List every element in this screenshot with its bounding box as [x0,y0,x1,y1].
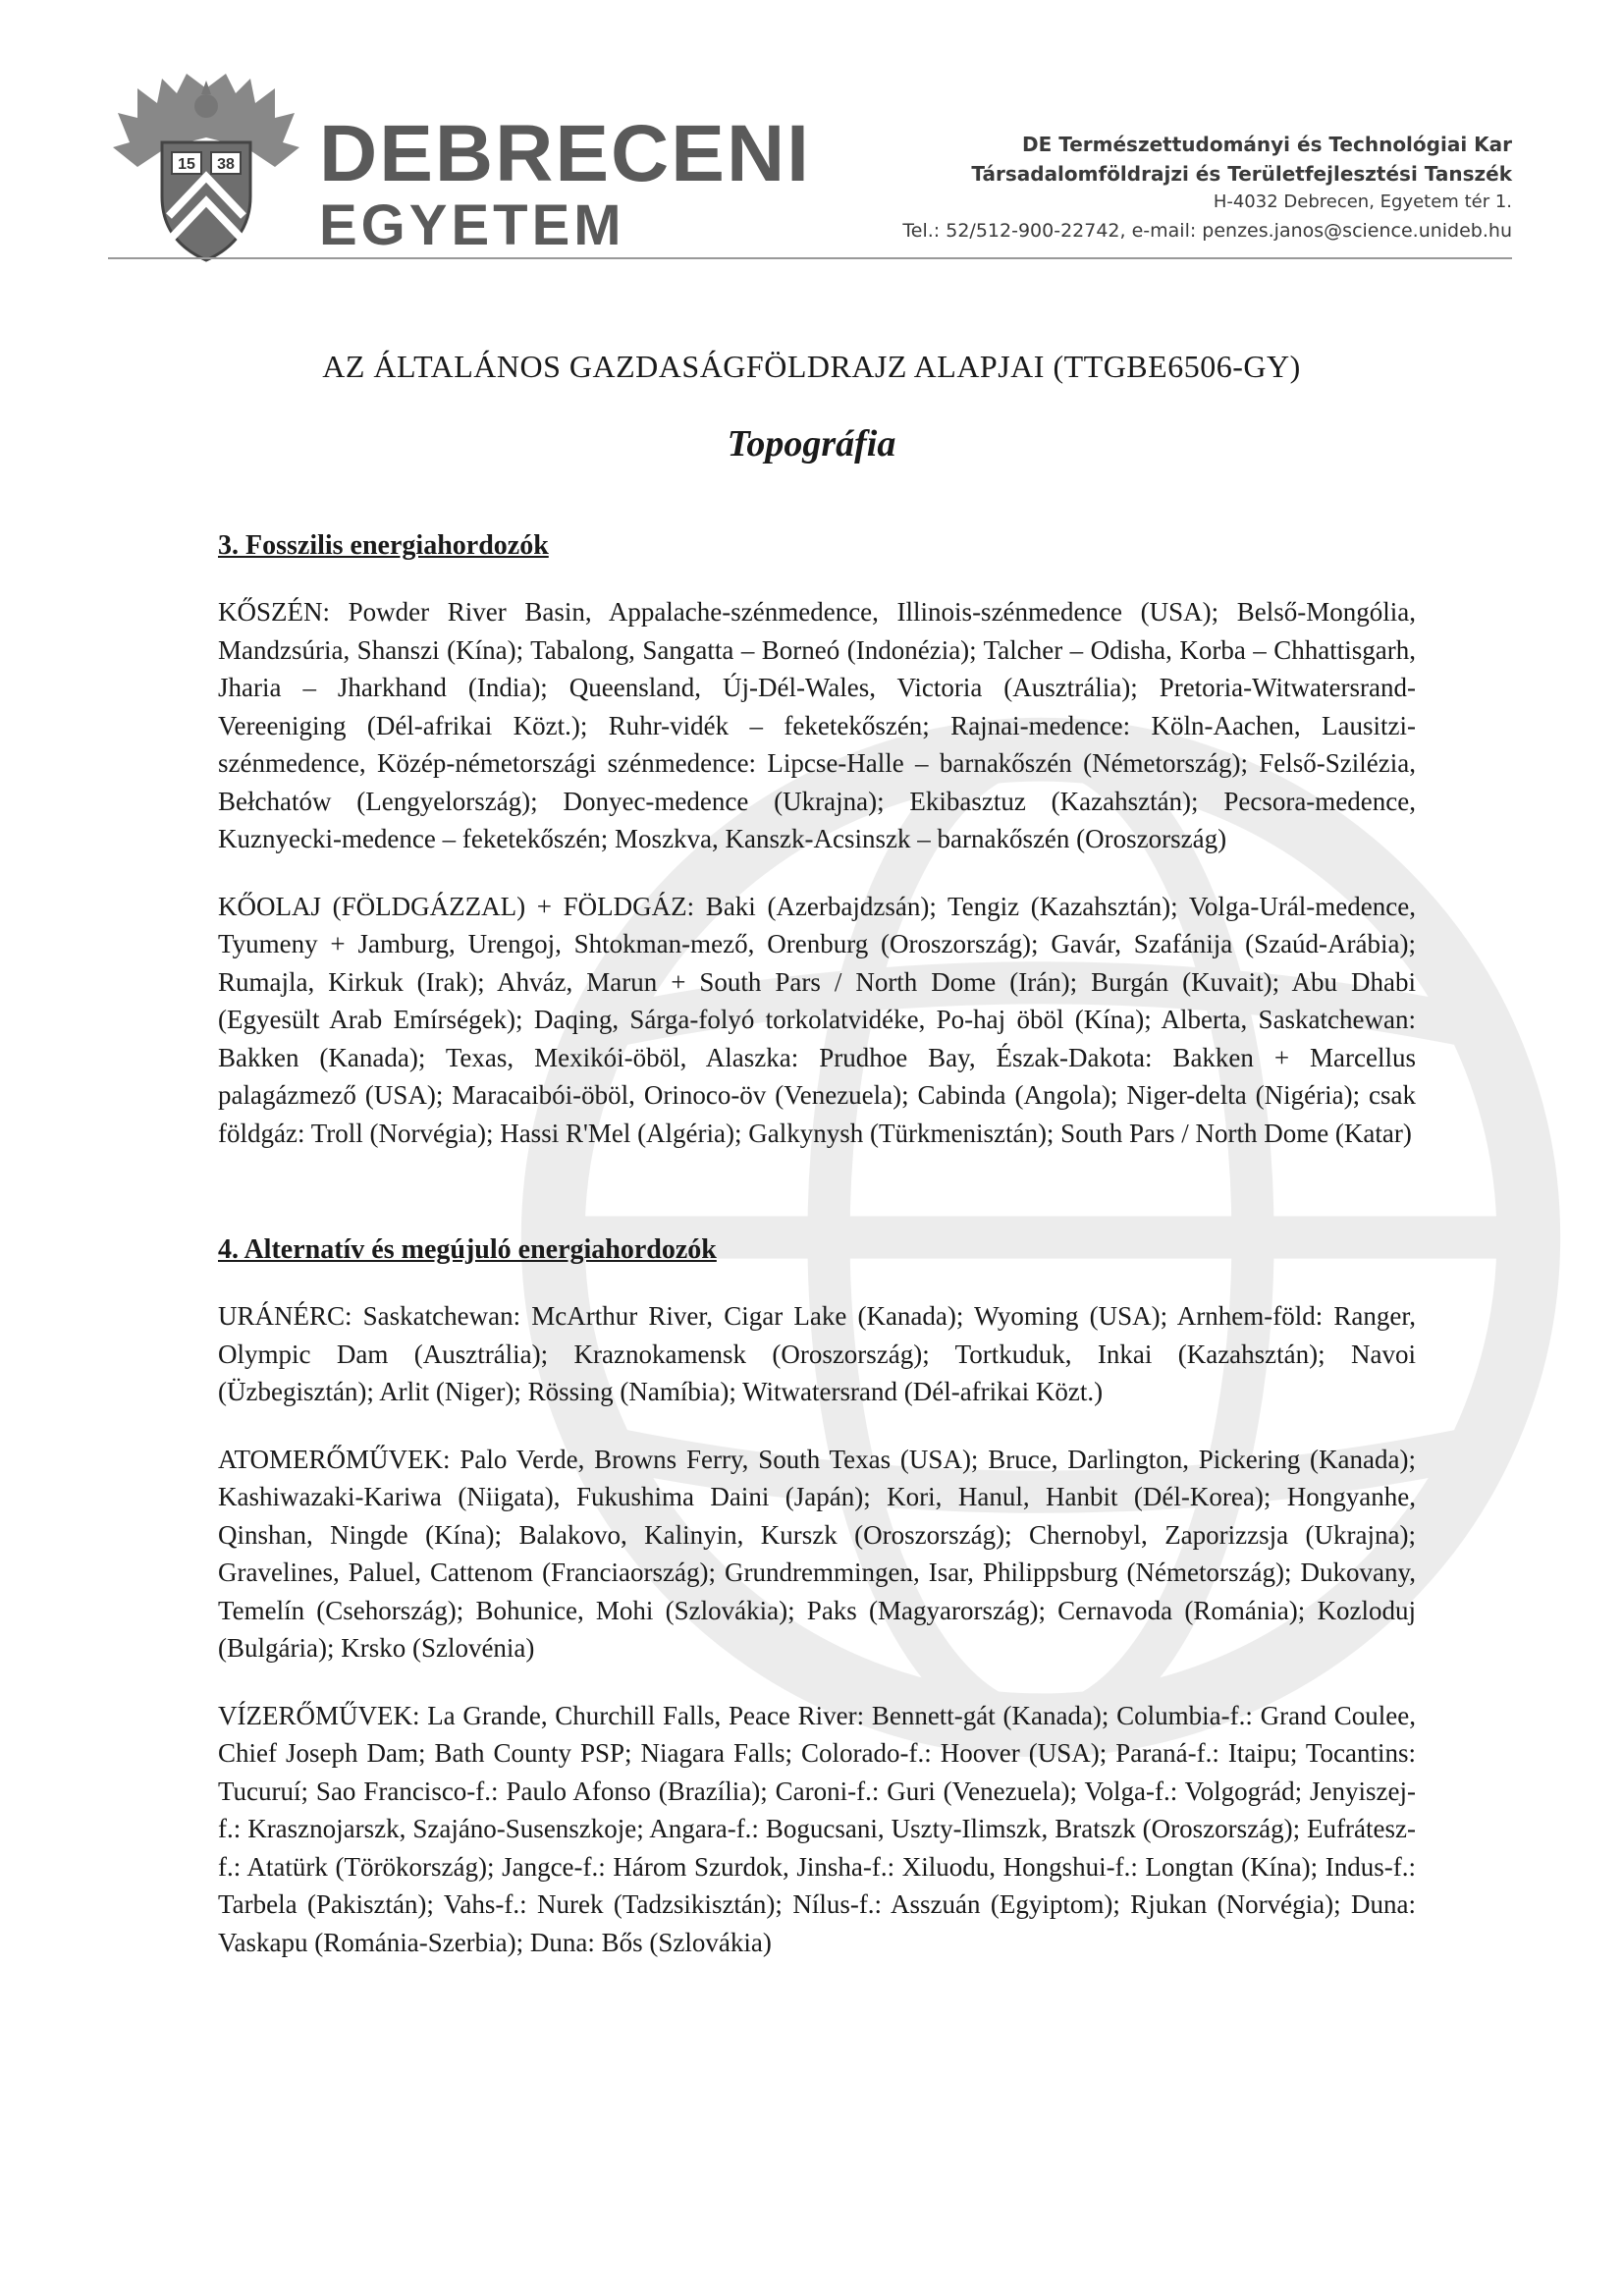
department-contact: Tel.: 52/512-900-22742, e-mail: penzes.janos@science.unideb.hu [902,220,1512,242]
document-body [218,528,1416,1991]
department-name: Társadalomföldrajzi és Területfejlesztési Tanszék [971,162,1512,186]
university-crest-icon [108,69,304,265]
section-fossil-energy [218,528,1416,1152]
section-heading: 4. Alternatív és megújuló energiahordozók [218,1234,717,1265]
letterhead [108,69,1512,265]
paragraph-coal: KŐSZÉN: Powder River Basin, Appalache-szénmedence, Illinois-szénmedence (USA); Belső-Mongólia, Mandzsúria, Shanszi (Kína); Tabalong, Sangatta – Borneó (Indonézia); Talcher – Odisha, Korba – Chhattisgarh, Jharia – Jharkhand (India); Queensland, Új-Dél-Wales, Victoria (Ausztrália); Pretoria-Witwatersrand-Vereeniging (Dél-afrikai Közt.); Ruhr-vidék – feketekőszén; Rajnai-medence: Köln-Aachen, Lausitzi-szénmedence, Közép-németországi szénmedence: Lipcse-Halle – barnakőszén (Németország); Felső-Szilézia, Bełchatów (Lengyelország); Donyec-medence (Ukrajna); Ekibasztuz (Kazahsztán); Pecsora-medence, Kuznyecki-medence – feketekőszén; Moszkva, Kanszk-Acsinszk – barnakőszén (Oroszország) [218,597,1416,853]
university-logo-text [319,109,811,257]
section-heading: 3. Fosszilis energiahordozók [218,530,549,561]
department-info [902,130,1512,246]
section-alternative-energy [218,1232,1416,1961]
document-subtitle: Topográfia [727,423,896,465]
paragraph-nuclear-plants: ATOMERŐMŰVEK: Palo Verde, Browns Ferry, South Texas (USA); Bruce, Darlington, Pickering (Kanada); Kashiwazaki-Kariwa (Niigata), Fukushima Daini (Japán); Kori, Hanul, Hanbit (Dél-Korea); Hongyanhe, Qinshan, Ningde (Kína); Balakovo, Kalinyin, Kurszk (Oroszország); Chernobyl, Zaporizzsja (Ukrajna); Gravelines, Paluel, Cattenom (Franciaország); Grundremmingen, Isar, Philippsburg (Németország); Dukovany, Temelín (Csehország); Bohunice, Mohi (Szlovákia); Paks (Magyarország); Cernavoda (Románia); Kozloduj (Bulgária); Krsko (Szlovénia) [218,1444,1416,1663]
header-divider [108,257,1512,259]
logo-line-debreceni: DEBRECENI [319,109,811,198]
document-title: AZ ÁLTALÁNOS GAZDASÁGFÖLDRAJZ ALAPJAI (TTGBE6506-GY) [322,349,1301,384]
crest-year-right: 38 [217,156,235,173]
department-address: H-4032 Debrecen, Egyetem tér 1. [1213,191,1512,212]
faculty-name: DE Természettudományi és Technológiai Kar [1022,133,1512,156]
logo-line-egyetem: EGYETEM [319,193,625,257]
paragraph-uranium: URÁNÉRC: Saskatchewan: McArthur River, Cigar Lake (Kanada); Wyoming (USA); Arnhem-föld: Ranger, Olympic Dam (Ausztrália); Kraznokamensk (Oroszország); Tortkuduk, Inkai (Kazahsztán); Navoi (Üzbegisztán); Arlit (Niger); Rössing (Namíbia); Witwatersrand (Dél-afrikai Közt.) [218,1301,1416,1406]
paragraph-hydro-plants: VÍZERŐMŰVEK: La Grande, Churchill Falls, Peace River: Bennett-gát (Kanada); Columbia-f.: Grand Coulee, Chief Joseph Dam; Bath County PSP; Niagara Falls; Colorado-f.: Hoover (USA); Paraná-f.: Itaipu; Tocantins: Tucuruí; Sao Francisco-f.: Paulo Afonso (Brazília); Caroni-f.: Guri (Venezuela); Volga-f.: Volgográd; Jenyiszej-f.: Krasznojarszk, Szajáno-Susenszkoje; Angara-f.: Bogucsani, Uszty-Ilimszk, Bratszk (Oroszország); Eufrátesz-f.: Atatürk (Törökország); Jangce-f.: Három Szurdok, Jinsha-f.: Xiluodu, Hongshui-f.: Longtan (Kína); Indus-f.: Tarbela (Pakisztán); Vahs-f.: Nurek (Tadzsikisztán); Nílus-f.: Asszuán (Egyiptom); Rjukan (Norvégia); Duna: Vaskapu (Románia-Szerbia); Duna: Bős (Szlovákia) [218,1700,1416,1957]
paragraph-oil-gas: KŐOLAJ (FÖLDGÁZZAL) + FÖLDGÁZ: Baki (Azerbajdzsán); Tengiz (Kazahsztán); Volga-Urál-medence, Tyumeny + Jamburg, Urengoj, Shtokman-mező, Orenburg (Oroszország); Gavár, Szafánija (Szaúd-Arábia); Rumajla, Kirkuk (Irak); Ahváz, Marun + South Pars / North Dome (Irán); Burgán (Kuvait); Abu Dhabi (Egyesült Arab Emírségek); Daqing, Sárga-folyó torkolatvidéke, Po-haj öböl (Kína); Alberta, Saskatchewan: Bakken (Kanada); Texas, Mexikói-öböl, Alaszka: Prudhoe Bay, Észak-Dakota: Bakken + Marcellus palagázmező (USA); Maracaibói-öböl, Orinoco-öv (Venezuela); Cabinda (Angola); Niger-delta (Nigéria); csak földgáz: Troll (Norvégia); Hassi R'Mel (Algéria); Galkynysh (Türkmenisztán); South Pars / North Dome (Katar) [218,891,1416,1148]
crest-year-left: 15 [178,156,195,173]
